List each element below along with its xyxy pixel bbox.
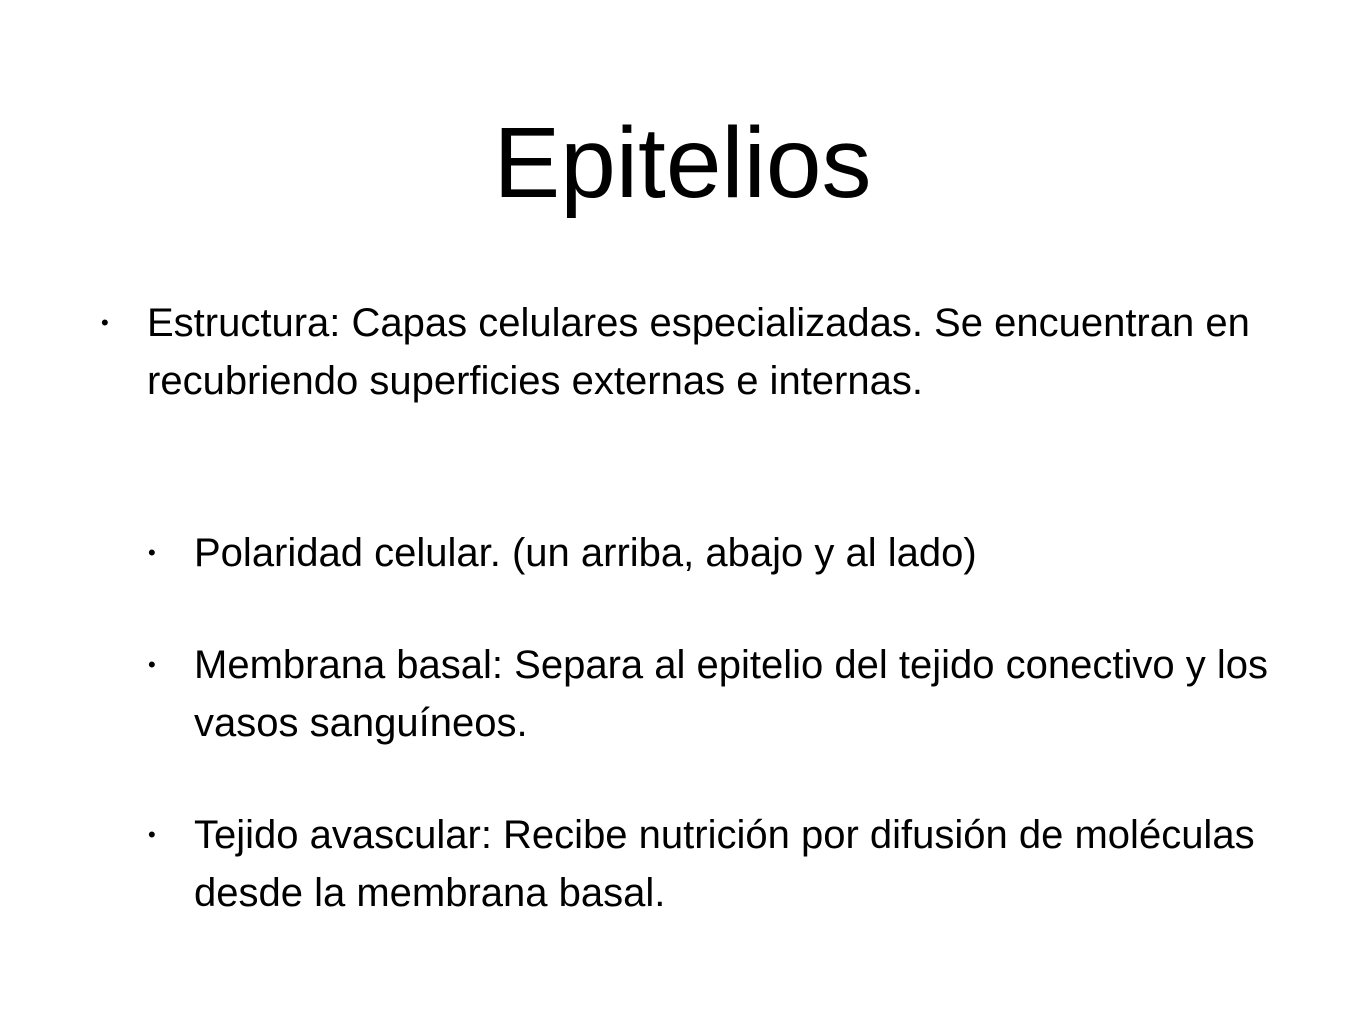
bullet-icon: •	[148, 540, 156, 565]
sub-bullet-tejido-avascular: Tejido avascular: Recibe nutrición por difusión de moléculas desde la membrana basal.	[194, 813, 1255, 915]
bullet-icon: •	[148, 822, 156, 847]
bullet-icon: •	[148, 652, 156, 677]
main-bullet-text: Estructura: Capas celulares especializadas. Se encuentran en recubriendo superficies externas e internas.	[147, 301, 1250, 403]
bullet-icon: •	[101, 310, 109, 335]
sub-bullet-membrana-basal: Membrana basal: Separa al epitelio del tejido conectivo y los vasos sanguíneos.	[194, 643, 1268, 745]
sub-bullet-polaridad: Polaridad celular. (un arriba, abajo y al lado)	[194, 531, 977, 575]
slide-title: Epitelios	[493, 107, 872, 219]
